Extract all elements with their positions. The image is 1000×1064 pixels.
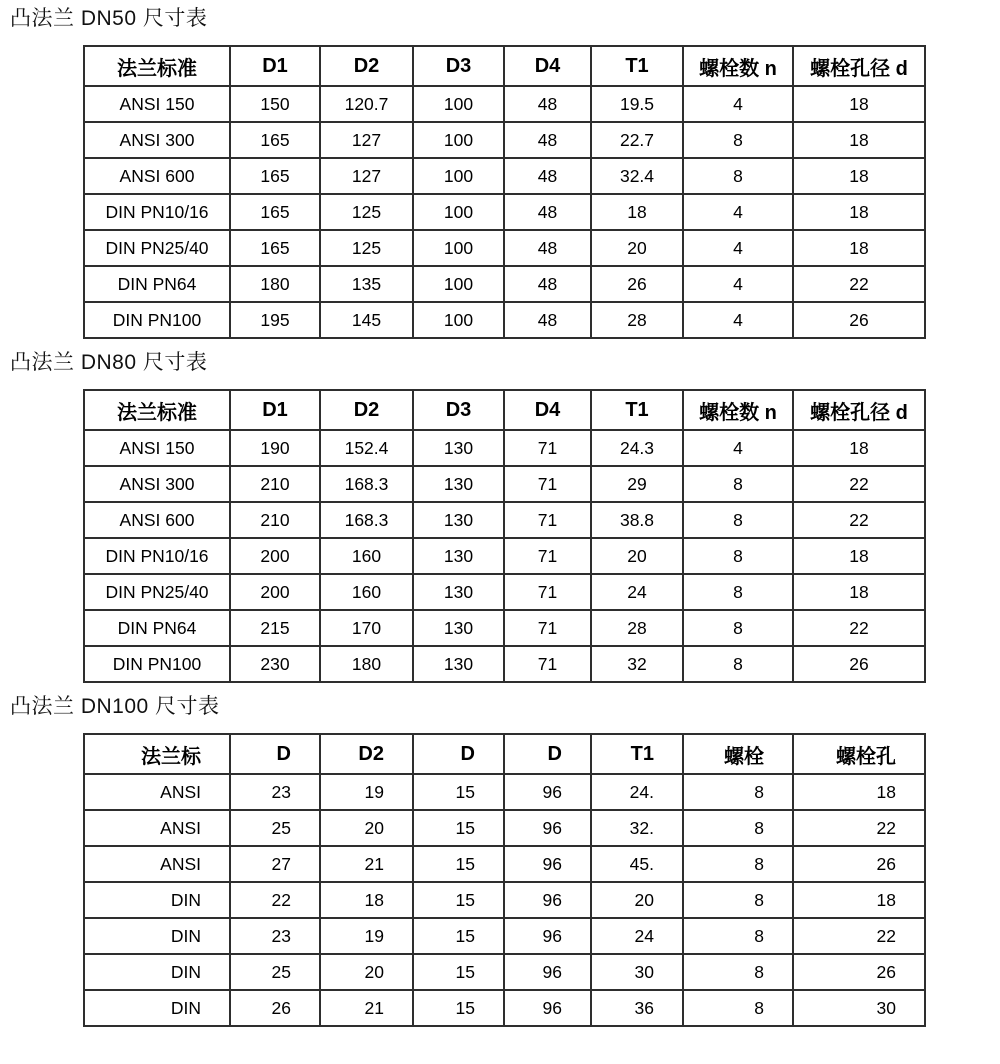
- table-cell: 24.3: [591, 430, 683, 466]
- table-cell: 48: [504, 158, 591, 194]
- table-cell: 48: [504, 122, 591, 158]
- table-cell: DIN PN10/16: [84, 194, 230, 230]
- table-cell: 130: [413, 574, 504, 610]
- column-header: 螺栓孔径 d: [793, 390, 925, 430]
- dimension-table: [83, 45, 926, 339]
- table-cell: 230: [230, 646, 320, 682]
- table-cell: DIN PN25/40: [84, 574, 230, 610]
- dimension-table: [83, 389, 926, 683]
- table-cell: 8: [683, 610, 793, 646]
- table-cell: 8: [683, 990, 793, 1026]
- table-cell: 165: [230, 230, 320, 266]
- table-cell: 71: [504, 574, 591, 610]
- table-cell: 8: [683, 954, 793, 990]
- table-cell: 130: [413, 538, 504, 574]
- table-cell: DIN PN100: [84, 302, 230, 338]
- table-cell: 18: [320, 882, 413, 918]
- table-cell: 15: [413, 810, 504, 846]
- table-cell: 8: [683, 158, 793, 194]
- table-cell: ANSI 150: [84, 430, 230, 466]
- table-cell: ANSI: [84, 774, 230, 810]
- table-cell: 26: [591, 266, 683, 302]
- table-cell: 130: [413, 466, 504, 502]
- table-cell: 125: [320, 194, 413, 230]
- table-cell: DIN: [84, 954, 230, 990]
- table-cell: 130: [413, 610, 504, 646]
- table-cell: 15: [413, 774, 504, 810]
- table-cell: 23: [230, 918, 320, 954]
- table-cell: 18: [793, 158, 925, 194]
- table-cell: 24: [591, 918, 683, 954]
- table-cell: 130: [413, 646, 504, 682]
- table-cell: 18: [793, 774, 925, 810]
- table-cell: 71: [504, 466, 591, 502]
- table-cell: 71: [504, 610, 591, 646]
- table-row: [84, 610, 925, 646]
- dimension-table: [83, 733, 926, 1027]
- table-cell: 48: [504, 230, 591, 266]
- table-cell: ANSI 600: [84, 502, 230, 538]
- table-cell: 160: [320, 538, 413, 574]
- table-cell: 8: [683, 574, 793, 610]
- column-header: 螺栓: [683, 734, 793, 774]
- table-cell: 8: [683, 846, 793, 882]
- table-section: [10, 350, 1000, 683]
- table-cell: 22: [793, 610, 925, 646]
- table-row: [84, 266, 925, 302]
- table-cell: 32.: [591, 810, 683, 846]
- table-cell: 8: [683, 918, 793, 954]
- column-header: T1: [591, 46, 683, 86]
- table-cell: 26: [793, 954, 925, 990]
- table-row: [84, 990, 925, 1026]
- table-cell: 195: [230, 302, 320, 338]
- table-cell: 8: [683, 882, 793, 918]
- table-cell: ANSI 600: [84, 158, 230, 194]
- table-cell: 26: [793, 302, 925, 338]
- table-cell: 15: [413, 882, 504, 918]
- table-cell: 150: [230, 86, 320, 122]
- table-cell: 4: [683, 86, 793, 122]
- table-cell: 26: [793, 646, 925, 682]
- table-row: [84, 430, 925, 466]
- table-cell: 130: [413, 502, 504, 538]
- table-cell: 96: [504, 846, 591, 882]
- table-cell: 48: [504, 86, 591, 122]
- table-cell: 190: [230, 430, 320, 466]
- table-cell: 32: [591, 646, 683, 682]
- table-cell: 4: [683, 194, 793, 230]
- table-cell: 165: [230, 158, 320, 194]
- table-cell: 15: [413, 846, 504, 882]
- table-title: 凸法兰 DN100 尺寸表: [10, 695, 220, 718]
- table-cell: 25: [230, 954, 320, 990]
- table-cell: 36: [591, 990, 683, 1026]
- table-row: [84, 646, 925, 682]
- table-cell: 28: [591, 302, 683, 338]
- table-cell: 48: [504, 194, 591, 230]
- table-cell: 71: [504, 502, 591, 538]
- table-cell: 152.4: [320, 430, 413, 466]
- table-row: [84, 466, 925, 502]
- header-row: [84, 390, 925, 430]
- table-cell: 18: [793, 882, 925, 918]
- column-header: 法兰标准: [84, 390, 230, 430]
- table-cell: DIN PN10/16: [84, 538, 230, 574]
- table-cell: 100: [413, 158, 504, 194]
- column-header: T1: [591, 734, 683, 774]
- table-cell: 4: [683, 302, 793, 338]
- table-cell: 27: [230, 846, 320, 882]
- table-cell: 96: [504, 954, 591, 990]
- table-cell: 100: [413, 86, 504, 122]
- table-cell: DIN PN64: [84, 610, 230, 646]
- table-cell: 18: [793, 230, 925, 266]
- table-cell: 20: [320, 954, 413, 990]
- column-header: 螺栓孔: [793, 734, 925, 774]
- table-cell: 48: [504, 266, 591, 302]
- table-row: [84, 846, 925, 882]
- table-cell: 25: [230, 810, 320, 846]
- table-cell: ANSI 300: [84, 122, 230, 158]
- table-cell: 100: [413, 302, 504, 338]
- table-cell: 8: [683, 810, 793, 846]
- table-cell: 23: [230, 774, 320, 810]
- table-row: [84, 194, 925, 230]
- column-header: D2: [320, 734, 413, 774]
- table-cell: 26: [230, 990, 320, 1026]
- table-cell: 8: [683, 646, 793, 682]
- table-section: [10, 694, 1000, 1027]
- table-cell: 210: [230, 502, 320, 538]
- table-cell: 20: [591, 230, 683, 266]
- table-cell: 120.7: [320, 86, 413, 122]
- table-cell: 96: [504, 990, 591, 1026]
- table-cell: 4: [683, 266, 793, 302]
- column-header: D4: [504, 46, 591, 86]
- table-cell: 71: [504, 538, 591, 574]
- table-cell: 18: [793, 122, 925, 158]
- table-cell: 18: [793, 430, 925, 466]
- table-cell: 96: [504, 882, 591, 918]
- table-cell: 127: [320, 122, 413, 158]
- table-cell: 71: [504, 646, 591, 682]
- table-cell: 4: [683, 230, 793, 266]
- column-header: D3: [413, 390, 504, 430]
- table-cell: 8: [683, 502, 793, 538]
- column-header: 螺栓数 n: [683, 390, 793, 430]
- table-cell: 22.7: [591, 122, 683, 158]
- table-row: [84, 538, 925, 574]
- column-header: D: [413, 734, 504, 774]
- table-row: [84, 86, 925, 122]
- table-section: [10, 6, 1000, 339]
- table-cell: 71: [504, 430, 591, 466]
- table-cell: 21: [320, 846, 413, 882]
- table-row: [84, 502, 925, 538]
- table-cell: ANSI 300: [84, 466, 230, 502]
- table-cell: 165: [230, 122, 320, 158]
- column-header: 法兰标准: [84, 46, 230, 86]
- table-row: [84, 882, 925, 918]
- table-cell: 100: [413, 230, 504, 266]
- header-row: [84, 734, 925, 774]
- table-cell: DIN PN100: [84, 646, 230, 682]
- table-row: [84, 954, 925, 990]
- column-header: D4: [504, 390, 591, 430]
- column-header: T1: [591, 390, 683, 430]
- table-cell: 96: [504, 774, 591, 810]
- table-cell: 22: [793, 502, 925, 538]
- table-cell: DIN: [84, 918, 230, 954]
- table-cell: 18: [591, 194, 683, 230]
- table-cell: 125: [320, 230, 413, 266]
- table-cell: 20: [591, 882, 683, 918]
- table-row: [84, 122, 925, 158]
- table-cell: 180: [320, 646, 413, 682]
- table-row: [84, 810, 925, 846]
- table-cell: 32.4: [591, 158, 683, 194]
- table-cell: 8: [683, 466, 793, 502]
- table-row: [84, 158, 925, 194]
- table-cell: 15: [413, 918, 504, 954]
- table-row: [84, 774, 925, 810]
- table-cell: 29: [591, 466, 683, 502]
- header-row: [84, 46, 925, 86]
- table-cell: 145: [320, 302, 413, 338]
- table-cell: 160: [320, 574, 413, 610]
- table-cell: ANSI 150: [84, 86, 230, 122]
- table-cell: ANSI: [84, 810, 230, 846]
- table-cell: 24.: [591, 774, 683, 810]
- table-cell: 22: [793, 918, 925, 954]
- table-cell: 19.5: [591, 86, 683, 122]
- table-cell: 130: [413, 430, 504, 466]
- column-header: 螺栓数 n: [683, 46, 793, 86]
- table-cell: 22: [793, 266, 925, 302]
- table-cell: 200: [230, 574, 320, 610]
- table-row: [84, 918, 925, 954]
- table-row: [84, 574, 925, 610]
- table-cell: 100: [413, 266, 504, 302]
- table-cell: 18: [793, 86, 925, 122]
- table-cell: 127: [320, 158, 413, 194]
- table-cell: 20: [591, 538, 683, 574]
- column-header: D1: [230, 46, 320, 86]
- table-cell: 168.3: [320, 502, 413, 538]
- table-cell: 26: [793, 846, 925, 882]
- table-cell: 15: [413, 954, 504, 990]
- table-cell: DIN PN25/40: [84, 230, 230, 266]
- table-cell: 15: [413, 990, 504, 1026]
- table-row: [84, 302, 925, 338]
- table-cell: 100: [413, 194, 504, 230]
- column-header: D: [504, 734, 591, 774]
- table-cell: 100: [413, 122, 504, 158]
- table-cell: DIN PN64: [84, 266, 230, 302]
- table-cell: 30: [793, 990, 925, 1026]
- table-cell: 8: [683, 538, 793, 574]
- column-header: D2: [320, 390, 413, 430]
- table-cell: 38.8: [591, 502, 683, 538]
- table-cell: 18: [793, 574, 925, 610]
- table-cell: 168.3: [320, 466, 413, 502]
- column-header: D3: [413, 46, 504, 86]
- table-cell: 135: [320, 266, 413, 302]
- table-cell: 170: [320, 610, 413, 646]
- table-cell: 18: [793, 538, 925, 574]
- table-cell: 28: [591, 610, 683, 646]
- column-header: D2: [320, 46, 413, 86]
- table-cell: 215: [230, 610, 320, 646]
- table-cell: 4: [683, 430, 793, 466]
- table-cell: 20: [320, 810, 413, 846]
- table-cell: 48: [504, 302, 591, 338]
- table-cell: ANSI: [84, 846, 230, 882]
- table-cell: 8: [683, 122, 793, 158]
- column-header: 螺栓孔径 d: [793, 46, 925, 86]
- table-title: 凸法兰 DN80 尺寸表: [10, 351, 208, 374]
- table-cell: 45.: [591, 846, 683, 882]
- table-cell: 22: [230, 882, 320, 918]
- table-cell: 210: [230, 466, 320, 502]
- table-cell: 22: [793, 466, 925, 502]
- table-cell: DIN: [84, 882, 230, 918]
- table-cell: 180: [230, 266, 320, 302]
- table-cell: DIN: [84, 990, 230, 1026]
- table-cell: 22: [793, 810, 925, 846]
- column-header: 法兰标: [84, 734, 230, 774]
- table-row: [84, 230, 925, 266]
- table-cell: 8: [683, 774, 793, 810]
- table-cell: 21: [320, 990, 413, 1026]
- table-cell: 18: [793, 194, 925, 230]
- column-header: D: [230, 734, 320, 774]
- table-cell: 165: [230, 194, 320, 230]
- table-cell: 19: [320, 918, 413, 954]
- table-cell: 96: [504, 810, 591, 846]
- column-header: D1: [230, 390, 320, 430]
- table-cell: 24: [591, 574, 683, 610]
- table-cell: 200: [230, 538, 320, 574]
- table-cell: 96: [504, 918, 591, 954]
- table-cell: 19: [320, 774, 413, 810]
- table-title: 凸法兰 DN50 尺寸表: [10, 7, 208, 30]
- table-cell: 30: [591, 954, 683, 990]
